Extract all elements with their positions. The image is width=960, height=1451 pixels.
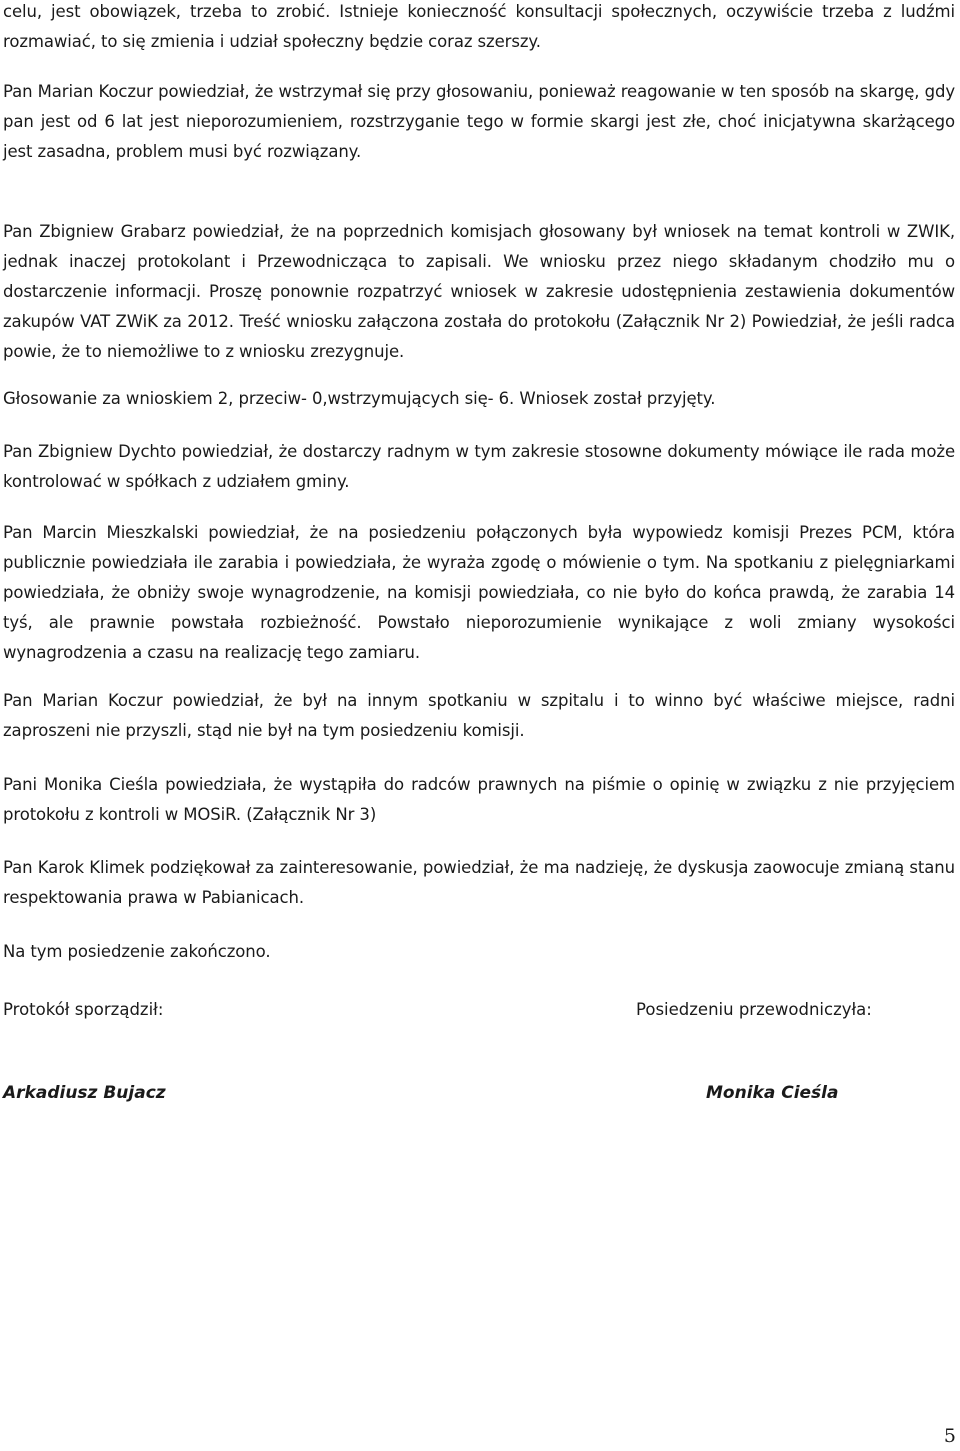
paragraph-intro: celu, jest obowiązek, trzeba to zrobić. Istnieje konieczność konsultacji społecznych, oczywiście trzeba z ludźmi rozmawiać, to się zmienia i udział społeczny będzie coraz szerszy. [3, 2, 955, 51]
page-number: 5 [943, 1425, 956, 1447]
paragraph-dychto-statement: Pan Zbigniew Dychto powiedział, że dostarczy radnym w tym zakresie stosowne dokumenty mówiące ile rada może kontrolować w spółkach z udziałem gminy. [3, 442, 955, 491]
paragraph-mieszkalski-statement: Pan Marcin Mieszkalski powiedział, że na posiedzeniu połączonych była wypowiedz komisji Prezes PCM, która publicznie powiedziała ile zarabia i powiedziała, że wyraża zgodę o mówienie o tym. Na spotkaniu z pielęgniarkami powiedziała, że obniży swoje wynagrodzenie, na komisji powiedziała, co nie było do końca prawdą, że zarabia 14 tyś, ale prawnie powstała rozbieżność. Powstało nieporozumienie wynikające z woli zmiany wysokości wynagrodzenia a czasu na realizację tego zamiaru. [3, 523, 955, 662]
paragraph-grabarz-statement: Pan Zbigniew Grabarz powiedział, że na poprzednich komisjach głosowany był wniosek na temat kontroli w ZWIK, jednak inaczej protokolant i Przewodnicząca to zapisali. We wniosku przez niego składanym chodziło mu o dostarczenie informacji. Proszę ponownie rozpatrzyć wniosek w zakresie udostępnienia zestawienia dokumentów zakupów VAT ZWiK za 2012. Treść wniosku załączona została do protokołu (Załącznik Nr 2) Powiedział, że jeśli radca powie, że to niemożliwe to z wniosku zrezygnuje. [3, 222, 955, 361]
paragraph-klimek-statement: Pan Karok Klimek podziękował za zainteresowanie, powiedział, że ma nadzieję, że dyskusja zaowocuje zmianą stanu respektowania prawa w Pabianicach. [3, 858, 955, 907]
signature-label-chair: Posiedzeniu przewodniczyła: [636, 1000, 872, 1019]
signature-name-secretary: Arkadiusz Bujacz [3, 1083, 166, 1103]
paragraph-ciesla-statement: Pani Monika Cieśla powiedziała, że wystąpiła do radców prawnych na piśmie o opinię w związku z nie przyjęciem protokołu z kontroli w MOSiR. (Załącznik Nr 3) [3, 775, 955, 824]
paragraph-koczur-second-statement: Pan Marian Koczur powiedział, że był na innym spotkaniu w szpitalu i to winno być właściwe miejsce, radni zaproszeni nie przyszli, stąd nie był na tym posiedzeniu komisji. [3, 691, 955, 740]
paragraph-vote-result: Głosowanie za wnioskiem 2, przeciw- 0,wstrzymujących się- 6. Wniosek został przyjęty. [3, 389, 716, 408]
paragraph-koczur-statement: Pan Marian Koczur powiedział, że wstrzymał się przy głosowaniu, ponieważ reagowanie w ten sposób na skargę, gdy pan jest od 6 lat jest nieporozumieniem, rozstrzyganie tego w formie skargi jest złe, choć inicjatywna skarżącego jest zasadna, problem musi być rozwiązany. [3, 82, 955, 161]
signature-label-secretary: Protokół sporządził: [3, 1000, 164, 1019]
signature-name-chair: Monika Cieśla [706, 1083, 839, 1103]
paragraph-closing: Na tym posiedzenie zakończono. [3, 942, 271, 961]
